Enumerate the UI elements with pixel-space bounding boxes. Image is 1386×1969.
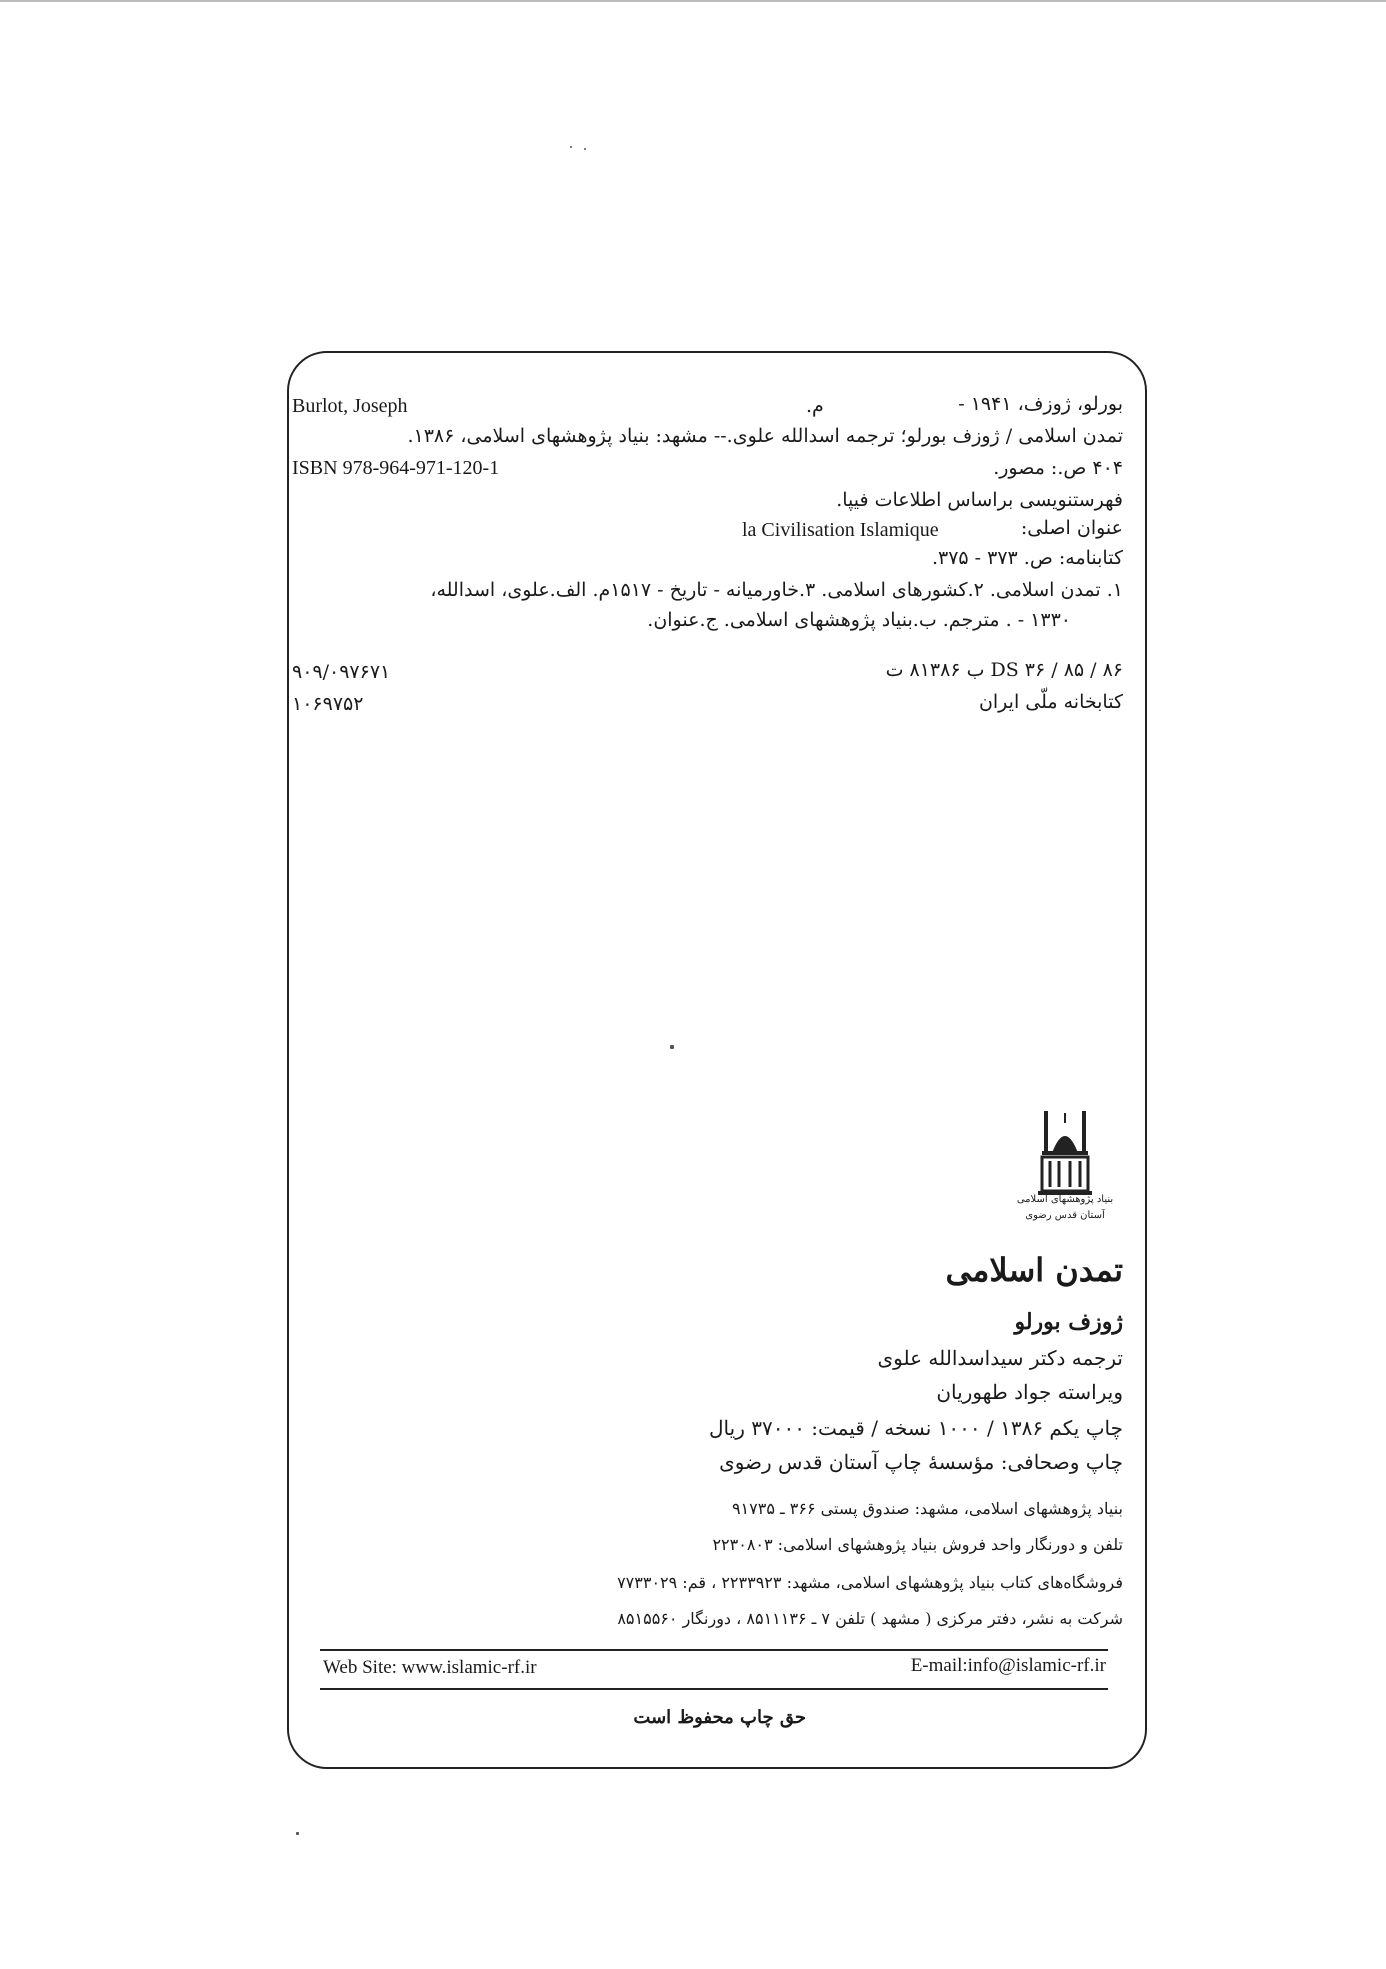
scan-speck [296,1832,299,1835]
scan-top-edge [0,0,1386,2]
lc-class: DS ۳۶ / ۸۵ / ۸۶ ب ۸۱۳۸۶ ت [885,659,1123,681]
national-number: ۱۰۶۹۷۵۲ [292,693,364,715]
title-statement: تمدن اسلامی / ژوزف بورلو؛ ترجمه اسدالله علوی.-- مشهد: بنیاد پژوهشهای اسلامی، ۱۳۸۶. [407,425,1123,447]
book-editor: ویراسته جواد طهوریان [936,1380,1123,1404]
subjects-line-1: ۱. تمدن اسلامی. ۲.کشورهای اسلامی. ۳.خاورمیانه - تاریخ - ۱۵۱۷م. الف.علوی، اسدالله، [430,579,1123,601]
extent: ۴۰۴ ص.: مصور. [993,457,1123,479]
national-library: کتابخانه ملّی ایران [978,691,1123,713]
book-printer: چاپ وصحافی: مؤسسهٔ چاپ آستان قدس رضوی [719,1450,1123,1474]
scan-speck [570,146,572,148]
shrine-logo-icon [1034,1105,1096,1225]
divider-bottom [320,1688,1108,1690]
book-title: تمدن اسلامی [945,1251,1123,1289]
distributor: شرکت به نشر، دفتر مرکزی ( مشهد ) تلفن ۷ ـ ۸۵۱۱۱۳۶ ، دورنگار ۸۵۱۵۵۶۰ [617,1609,1123,1628]
website: Web Site: www.islamic-rf.ir [323,1657,537,1678]
bookstores: فروشگاه‌های کتاب بنیاد پژوهشهای اسلامی، مشهد: ۲۲۳۳۹۲۳ ، قم: ۷۷۳۳۰۲۹ [617,1573,1123,1592]
book-translator: ترجمه دکتر سیداسدالله علوی [877,1346,1123,1370]
author-line: بورلو، ژوزف، ۱۹۴۱ - [958,393,1123,415]
bibliography: کتابنامه: ص. ۳۷۳ - ۳۷۵. [931,547,1123,569]
cataloging-note: فهرستنویسی براساس اطلاعات فیپا. [836,489,1123,511]
book-edition: چاپ یکم ۱۳۸۶ / ۱۰۰۰ نسخه / قیمت: ۳۷۰۰۰ ریال [709,1416,1123,1440]
dewey-number: ۹۰۹/۰۹۷۶۷۱ [292,661,391,683]
scan-speck [584,148,586,150]
author-latin: Burlot, Joseph [292,395,408,417]
email: E-mail:info@islamic-rf.ir [910,1655,1106,1676]
copyright-notice: حق چاپ محفوظ است [633,1707,806,1728]
sales-phone: تلفن و دورنگار واحد فروش بنیاد پژوهشهای اسلامی: ۲۲۳۰۸۰۳ [712,1535,1123,1554]
subjects-line-2: ۱۳۳۰ - . مترجم. ب.بنیاد پژوهشهای اسلامی. ج.عنوان. [647,609,1071,631]
logo-caption-1: بنیاد پژوهشهای اسلامی [1016,1194,1114,1205]
publisher-address: بنیاد پژوهشهای اسلامی، مشهد: صندوق پستی ۳۶۶ ـ ۹۱۷۳۵ [731,1499,1123,1518]
isbn: ISBN 978-964-971-120-1 [292,457,500,479]
original-title: la Civilisation Islamique [742,519,939,541]
logo-caption-2: آستان قدس رضوی [1025,1210,1105,1221]
book-author: ژوزف بورلو [1014,1309,1123,1335]
author-mark: م. [806,395,824,417]
original-title-label: عنوان اصلی: [1020,517,1123,539]
divider-top [320,1649,1108,1651]
